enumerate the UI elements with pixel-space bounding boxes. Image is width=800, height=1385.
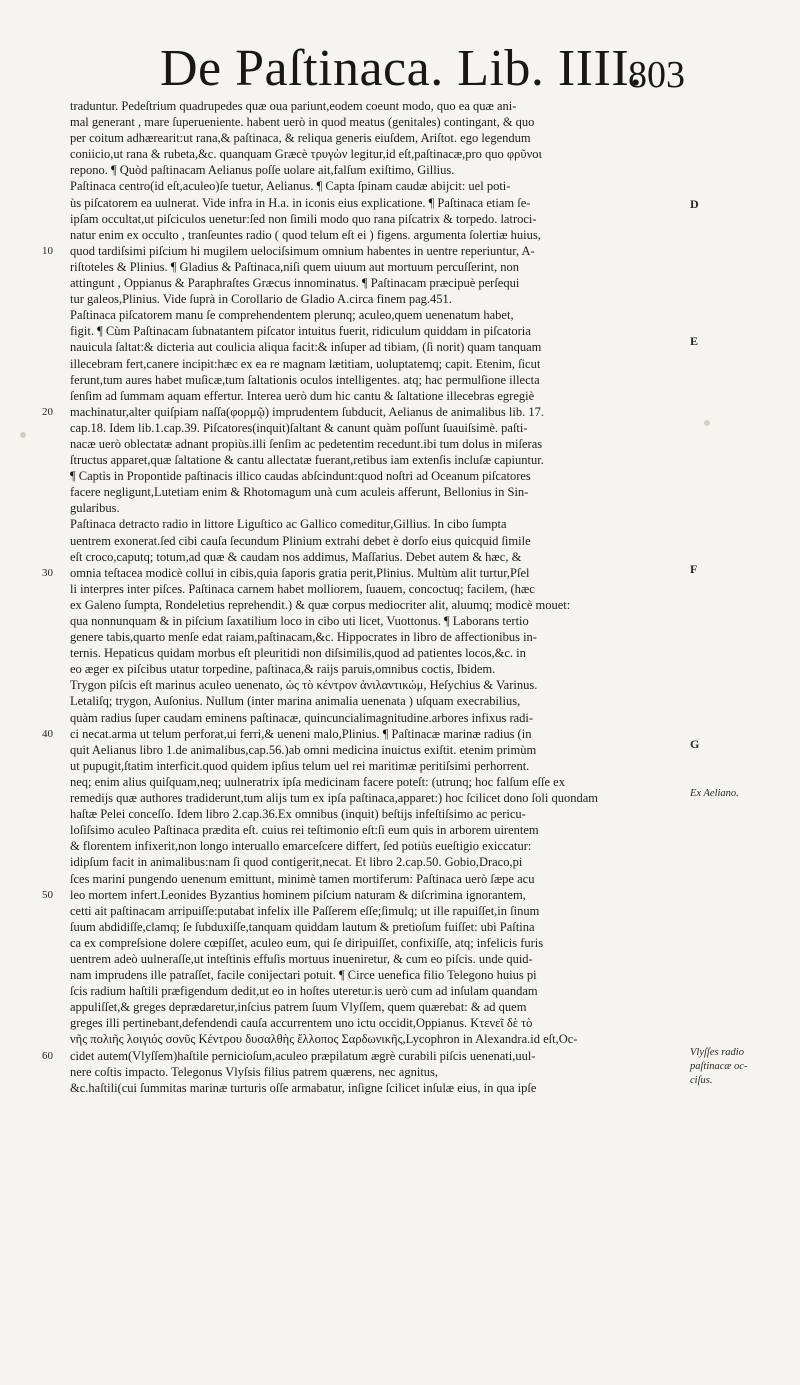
- line-text: riſtoteles & Plinius. ¶ Gladius & Paſtinaca,niſi quem uiuum aut mortuum percuſſerint, non: [70, 259, 520, 274]
- line-text: omnia teſtacea modicè collui in cibis,quia ſaporis gratia perit,Plinius. Multùm alit turtur,Pſel: [70, 565, 530, 580]
- line-text: Letaliſq; trygon, Auſonius. Nullum (inter marina animalia uenenata ) uſquam execrabilius,: [70, 694, 521, 709]
- line-text: neq; enim alius quiſquam,neq; uulneratrix ipſa medicinam facere poteſt: (utrunq; hoc falſum eſſe ex: [70, 774, 565, 789]
- text-line: [40, 307, 740, 323]
- line-text: machinatur,alter quiſpiam naſſa(φορμῷ) imprudentem ſubducit, Aelianus de animalibus lib. 17.: [70, 404, 544, 419]
- text-line: [40, 661, 740, 677]
- text-line: [40, 114, 740, 130]
- text-line: [40, 420, 740, 436]
- line-text: leo mortem infert.Leonides Byzantius hominem piſcium naturam & diſcrimina ignorantem,: [70, 887, 526, 902]
- text-line: [40, 854, 740, 870]
- text-line: [40, 758, 740, 774]
- line-text: &c.haſtili(cui ſummitas marinæ turturis oſſe armabatur, inſigne ſcilicet inſulæ eius, in qua ipſe: [70, 1080, 537, 1095]
- text-line: [40, 549, 740, 565]
- text-line: [40, 629, 740, 645]
- text-line: [40, 806, 740, 822]
- text-line: [40, 693, 740, 709]
- line-text: uentrem exonerat.ſed cibi cauſa ſecundum Plinium extrahi debet è dorſo eius quicquid ſimile: [70, 533, 531, 548]
- text-line: [40, 726, 740, 742]
- margin-note-ulysses-1: Vlyſſes radio: [690, 1047, 744, 1058]
- text-line: [40, 613, 740, 629]
- text-line: [40, 227, 740, 243]
- margin-letter-g: G: [690, 737, 700, 751]
- line-text: illecebram fert,canere incipit:hæc ex ea re magnam lætitiam, uoluptatemq; capit. Etenim, ſicut: [70, 356, 541, 371]
- line-text: quàm radius ſuper caudam eminens paſtinacæ, quincuncialimagnitudine.arbores infixus radi-: [70, 710, 534, 725]
- text-line: [40, 98, 740, 114]
- line-text: loſiſsimo aculeo Paſtinaca prædita eſt. cuius rei teſtimonio eſt:ſi eum quis in arborem uirentem: [70, 823, 539, 838]
- text-line: [40, 887, 740, 903]
- text-line: [40, 243, 740, 259]
- line-text: νῆς πολιῆς λοιγιός σονῦς Κέντρου δυσαλθὴς ἔλλοπος Σαρδωνικῆς,Lycophron in Alexandra.id eſt,Oc-: [70, 1032, 578, 1047]
- line-text: greges illi pertinebant,defendendi cauſa accurrentem uno ictu occidit,Oppianus. Κτενεῖ δὲ τὸ: [70, 1016, 533, 1031]
- text-line: [40, 178, 740, 194]
- line-number: 60: [42, 1049, 53, 1062]
- text-line: [40, 162, 740, 178]
- running-title: De Paſtinaca. Lib. IIII.: [160, 40, 643, 97]
- line-text: facere negligunt,Lutetiam enim & Rhotomagum unà cum aculeis afferunt, Bellonius in Sin-: [70, 485, 529, 500]
- text-line: [40, 597, 740, 613]
- line-text: ùs piſcatorem ea uulnerat. Vide infra in H.a. in iconis eius explicatione. ¶ Paſtinaca etiam ſe-: [70, 195, 531, 210]
- line-text: gularibus.: [70, 501, 120, 516]
- margin-letter-d: D: [690, 197, 699, 211]
- line-text: appuliſſet,& greges deprædaretur,inſcius patrem ſuum Vlyſſem, quem quærebat: & ad quem: [70, 1000, 527, 1015]
- text-line: [40, 677, 740, 693]
- line-text: qua nonnunquam & in piſcium ſaxatilium loco in cibo uti licet, Vuottonus. ¶ Laborans tertio: [70, 614, 529, 628]
- line-number: 30: [42, 566, 53, 579]
- text-line: [40, 935, 740, 951]
- line-text: traduntur. Pedeſtrium quadrupedes quæ oua pariunt,eodem coeunt modo, quo ea quæ ani-: [70, 99, 517, 113]
- line-number: 40: [42, 727, 53, 740]
- text-line: [40, 790, 740, 806]
- text-line: [40, 211, 740, 227]
- margin-note-aelian: Ex Aeliano.: [690, 788, 739, 799]
- line-number: 10: [42, 244, 53, 257]
- line-text: coniicio,ut rana & rubeta,&c. quanquam Græcè τρυγὼν legitur,id eſt,paſtinacæ,pro quo φρῦνοι: [70, 147, 542, 162]
- line-text: & florentem infixerit,non longo interuallo emarceſcere differt, ſed potiùs eueſtigio exiccatur:: [70, 839, 532, 854]
- line-text: attingunt , Oppianus & Paraphraſtes Græcus innominatus. ¶ Paſtinacam præcipuè perſequi: [70, 276, 520, 291]
- text-line: [40, 903, 740, 919]
- line-text: ex Galeno ſumpta, Rondeletius reprehendit.) & quæ corpus mediocriter alit, aluumq; modicè mouet:: [70, 597, 571, 612]
- line-text: ci necat.arma ut telum perforat,ui ferri,& ueneni malo,Plinius. ¶ Paſtinacæ marinæ radius (in: [70, 726, 532, 741]
- line-text: quit Aelianus libro 1.de animalibus,cap.56.)ab omni medicina inuictus exiſtit. etenim primùm: [70, 742, 537, 757]
- text-line: [40, 500, 740, 516]
- text-line: [40, 339, 740, 355]
- margin-letter-f: F: [690, 562, 698, 576]
- text-line: [40, 404, 740, 420]
- line-text: ferunt,tum aures habet muſicæ,tum ſaltationis oculos intelligentes. atq; hac permulſione illecta: [70, 372, 540, 387]
- text-line: [40, 951, 740, 967]
- text-line: [40, 468, 740, 484]
- line-text: idipſum facit in animalibus:nam ſi quod contigerit,necat. Et libro 2.cap.50. Gobio,Draco,pi: [70, 855, 523, 870]
- text-line: [40, 710, 740, 726]
- line-text: remedijs quæ authores tradiderunt,tum alijs tum ex ipſa paſtinaca,apparet:) hoc ſcilicet dono ſoli quondam: [70, 791, 598, 806]
- text-line: [40, 871, 740, 887]
- line-text: eo æger ex piſcibus utatur torpedine, paſtinaca,& raijs paruis,omnibus coctis, Ibidem.: [70, 662, 496, 677]
- line-text: mal generant , mare ſuperueniente. habent uerò in quod meatus (genitales) contingant, & quo: [70, 115, 535, 130]
- line-text: cetti ait paſtinacam arripuiſſe:putabat infelix ille Paſſerem eſſe;ſimulq; ut ille rapuiſſet,in ſinum: [70, 903, 540, 918]
- line-text: repono. ¶ Quòd paſtinacam Aelianus poſſe uolare ait,falſum exiſtimo, Gillius.: [70, 163, 455, 178]
- line-number: 50: [42, 888, 53, 901]
- line-text: Paſtinaca piſcatorem manu ſe comprehendentem plerunq; aculeo,quem uenenatum habet,: [70, 308, 514, 323]
- line-text: ſtructus apparet,quæ ſaltatione & cantu allectatæ fuerant,retibus iam extenſis incluſæ capiuntur.: [70, 453, 544, 468]
- text-line: [40, 291, 740, 307]
- ink-mark: [704, 420, 710, 426]
- line-text: quod tardiſsimi piſcium hi mugilem uelociſsimum omnium habentes in uentre reperiuntur, A-: [70, 243, 535, 258]
- margin-note-ulysses-3: ciſus.: [690, 1075, 713, 1086]
- line-text: nauicula ſaltat:& dicteria aut coulicia aliqua facit:& inſuper ad tibiam, (ſi norit) quam tanquam: [70, 340, 542, 355]
- line-text: per coitum adhærearit:ut rana,& paſtinaca, & reliqua generis eiuſdem, Ariſtot. ego legendum: [70, 131, 531, 146]
- text-line: [40, 1048, 740, 1064]
- text-line: [40, 565, 740, 581]
- folio-number: 803: [628, 54, 685, 96]
- text-line: [40, 259, 740, 275]
- text-line: [40, 919, 740, 935]
- page-header: [0, 38, 800, 104]
- line-text: ſcis radium haſtili præfigendum dedit,ut eo in hoſtes uteretur.is uerò cum ad inſulam quandam: [70, 984, 538, 999]
- text-line: [40, 516, 740, 532]
- text-line: [40, 146, 740, 162]
- text-line: [40, 1031, 740, 1047]
- line-text: nacæ uerò oblectatæ adnant propiùs.illi ſenſim ac pedetentim recedunt.ibi tum dolus in miſeras: [70, 436, 543, 451]
- line-text: Paſtinaca centro(id eſt,aculeo)ſe tuetur, Aelianus. ¶ Capta ſpinam caudæ abijcit: uel poti-: [70, 179, 511, 194]
- text-line: [40, 452, 740, 468]
- text-line: [40, 774, 740, 790]
- line-text: li interpres inter piſces. Paſtinaca carnem habet molliorem, ſuauem, concoctuq; facilem, (hæc: [70, 581, 535, 596]
- text-line: [40, 1080, 740, 1096]
- line-text: ¶ Captis in Propontide paſtinacis illico caudas abſcindunt:quod noſtri ad Oceanum piſcatores: [70, 469, 531, 484]
- line-text: ſuum abdidiſſe,clamq; ſe ſubduxiſſe,tanquam quiddam lautum & pretioſum fuiſſet: ubi Paſtina: [70, 919, 535, 934]
- text-line: [40, 356, 740, 372]
- text-line: [40, 323, 740, 339]
- margin-letter-e: E: [690, 334, 699, 348]
- line-text: figit. ¶ Cùm Paſtinacam ſubnatantem piſcator intuitus fuerit, ridiculum quiddam in piſcatoria: [70, 324, 531, 339]
- line-text: nam imprudens ille patraſſet, facile conijectari potuit. ¶ Circe uenefica filio Telegono huius pi: [70, 968, 537, 983]
- text-block: [40, 98, 740, 1368]
- line-text: ſenſim ad ſummam aquam effertur. Interea uerò dum hic cantu & ſaltatione illecebras egregiè: [70, 388, 535, 403]
- text-line: [40, 581, 740, 597]
- line-text: ca ex compreſsione dolere cœpiſſet, aculeo eum, qui ſe diripuiſſet, confixiſſe, atq; infelicis furis: [70, 935, 544, 950]
- text-line: [40, 742, 740, 758]
- line-text: nere coſtis impacto. Telegonus Vlyſsis filius patrem quærens, nec agnitus,: [70, 1064, 439, 1079]
- text-line: [40, 838, 740, 854]
- line-number: 20: [42, 405, 53, 418]
- text-line: [40, 388, 740, 404]
- line-text: natur enim ex occulto , tranſeuntes radio ( quod telum eſt ei ) figens. argumenta ſolertiæ huius,: [70, 227, 541, 242]
- line-text: ternis. Hepaticus quidam morbus eſt pleuritidi non diſsimilis,quod ad patientes locos,&c. in: [70, 646, 526, 661]
- text-line: [40, 967, 740, 983]
- text-line: [40, 195, 740, 211]
- text-line: [40, 822, 740, 838]
- line-text: cidet autem(Vlyſſem)haſtile pernicioſum,aculeo præpilatum ægrè curabili piſcis uenenati,uul-: [70, 1048, 536, 1063]
- line-text: genere tabis,quarto menſe edat raiam,paſtinacam,&c. Hippocrates in libro de affectionibus in-: [70, 630, 537, 645]
- text-line: [40, 484, 740, 500]
- line-text: eſt croco,caputq; totum,ad quæ & caudam nos addimus, Maſſarius. Debet autem & hæc, &: [70, 549, 522, 564]
- line-text: cap.18. Idem lib.1.cap.39. Piſcatores(inquit)ſaltant & canunt quàm poſſunt ſuauiſsimè. paſti-: [70, 420, 528, 435]
- line-text: ſces marini pungendo uenenum emittunt, minimè tamen mortiferum: Paſtinaca uerò ſæpe acu: [70, 871, 535, 886]
- line-text: ipſam occultat,ut piſciculos uenetur:ſed non ſimili modo quo rana piſcatrix & torpedo. latroci-: [70, 211, 537, 226]
- text-line: [40, 645, 740, 661]
- ink-mark: [20, 432, 26, 438]
- line-text: haſtæ Pelei conceſſo. Idem libro 2.cap.36.Ex omnibus (inquit) beſtijs infeſtiſsimo ac pericu-: [70, 807, 526, 822]
- text-line: [40, 1064, 740, 1080]
- text-line: [40, 436, 740, 452]
- text-line: [40, 983, 740, 999]
- text-line: [40, 999, 740, 1015]
- margin-note-ulysses-2: paſtinacæ oc-: [690, 1061, 748, 1072]
- text-line: [40, 1015, 740, 1031]
- line-text: tur galeos,Plinius. Vide ſuprà in Corollario de Gladio A.circa finem pag.451.: [70, 292, 452, 307]
- text-line: [40, 275, 740, 291]
- line-text: Trygon piſcis eſt marinus aculeo uenenato, ὡς τὸ κέντρον ἀνιλαντικώμ, Heſychius & Varinus.: [70, 678, 538, 693]
- text-line: [40, 130, 740, 146]
- text-line: [40, 533, 740, 549]
- line-text: uentrem adeò uulneraſſe,ut inteſtinis effuſis mortuus inueniretur, & cum eo piſcis. unde quid-: [70, 951, 533, 966]
- line-text: ut pupugit,ſtatim interficit.quod quidem ipſius telum uel rei maritimæ peritiſsimi perhorrent.: [70, 758, 530, 773]
- line-text: Paſtinaca detracto radio in littore Liguſtico ac Gallico comeditur,Gillius. In cibo ſumpta: [70, 517, 507, 532]
- text-line: [40, 372, 740, 388]
